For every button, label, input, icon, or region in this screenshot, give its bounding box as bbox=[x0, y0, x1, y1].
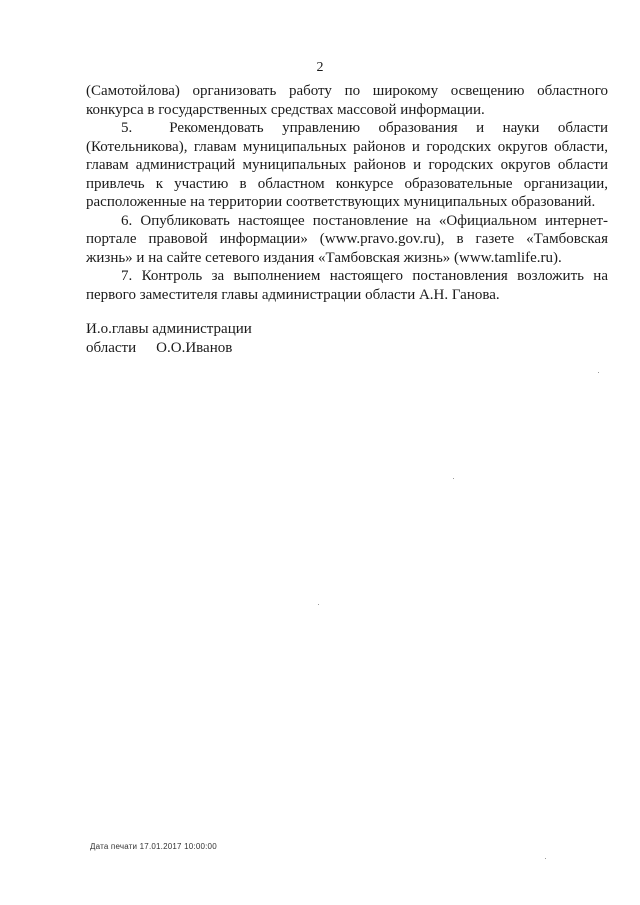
paragraph-continuation: (Самотойлова) организовать работу по широкому освещению областного конкурса в государственных средствах массовой информации. bbox=[86, 83, 608, 118]
document-body bbox=[86, 82, 608, 304]
scan-speck bbox=[453, 478, 454, 479]
signature-title: И.о.главы администрации bbox=[86, 321, 252, 337]
signature-title-cont: области bbox=[86, 339, 137, 356]
signatory-name: О.О.Иванов bbox=[156, 339, 233, 356]
scan-speck bbox=[598, 372, 599, 373]
paragraph-item-7: 7. Контроль за выполнением настоящего постановления возложить на первого заместителя главы администрации области А.Н. Ганова. bbox=[86, 268, 608, 303]
scan-speck bbox=[318, 604, 319, 605]
paragraph-item-6: 6. Опубликовать настоящее постановление на «Официальном интернет-портале правовой информации» (www.pravo.gov.ru), в газете «Тамбовская жизнь» и на сайте сетевого издания «Тамбовская жизнь» (www.tamlife.ru). bbox=[86, 212, 608, 266]
print-date-footer: Дата печати 17.01.2017 10:00:00 bbox=[90, 842, 217, 851]
page-number: 2 bbox=[316, 60, 324, 75]
signature-block bbox=[86, 320, 252, 357]
scan-speck bbox=[545, 858, 546, 859]
paragraph-item-5: 5. Рекомендовать управлению образования и науки области (Котельникова), главам муниципальных районов и городских округов области, главам администраций муниципальных районов и городских округов области привлечь к участию в областном конкурсе образовательные организации, расположенные на территории соответствующих муниципальных образований. bbox=[86, 120, 608, 210]
